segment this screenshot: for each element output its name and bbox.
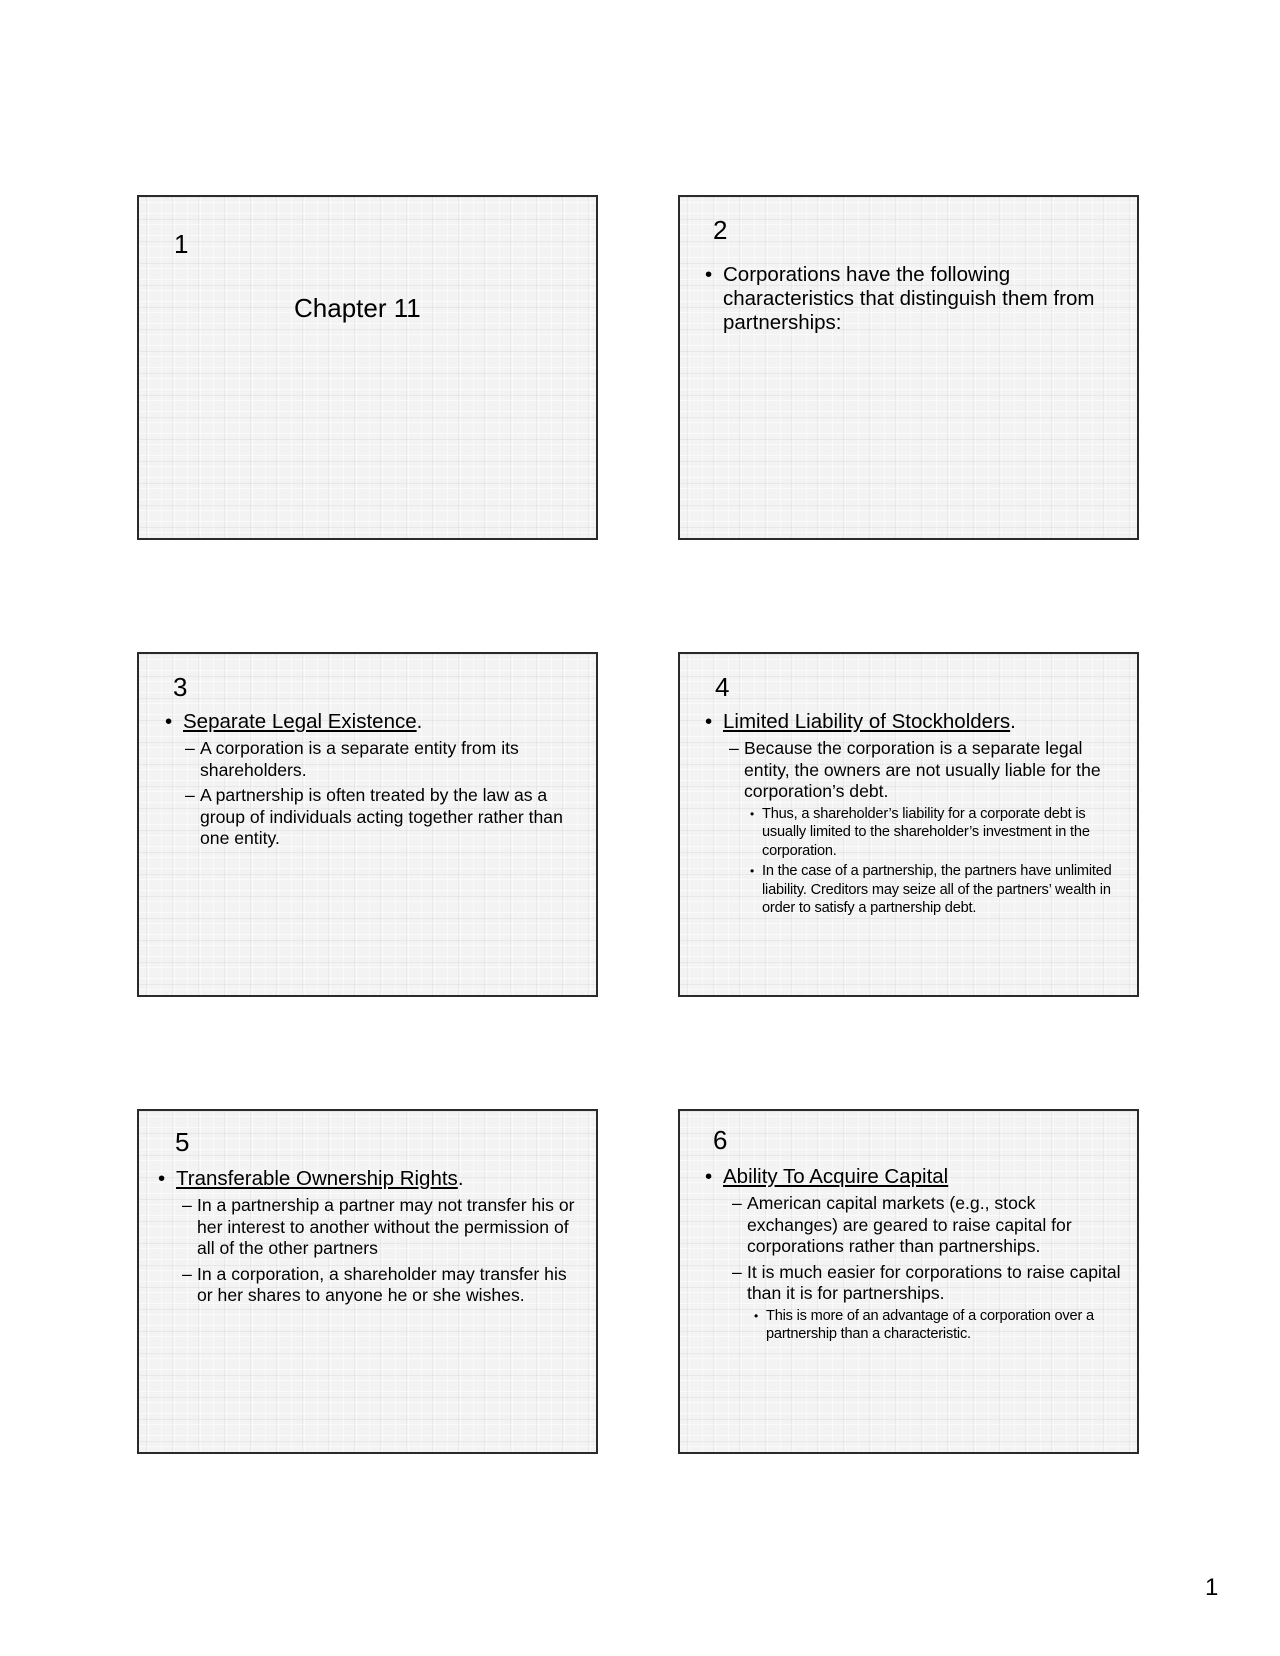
- slide-heading: [723, 1165, 1130, 1189]
- slide-heading-text: Separate Legal Existence: [183, 710, 417, 733]
- slide-point: – In a corporation, a shareholder may transfer his or her shares to anyone he or she wishes.: [182, 1264, 583, 1307]
- slide-number: 4: [715, 672, 730, 702]
- slide-number: 6: [713, 1125, 728, 1155]
- slide-point: – It is much easier for corporations to raise capital than it is for partnerships.: [732, 1262, 1130, 1305]
- slide-subpoint: • This is more of an advantage of a corporation over a partnership than a characteristic.: [754, 1307, 1130, 1344]
- slide-5: [137, 1109, 598, 1454]
- slide-heading: [183, 710, 575, 734]
- slide-6: [678, 1109, 1139, 1454]
- slide-bullet: [705, 710, 1130, 918]
- slide-bullet: [705, 1165, 1130, 1344]
- slide-number: 2: [713, 215, 728, 245]
- slide-point: – American capital markets (e.g., stock exchanges) are geared to raise capital for corporations rather than partnerships.: [732, 1193, 1130, 1258]
- slide-heading-text: Transferable Ownership Rights: [176, 1167, 458, 1190]
- slide-4: [678, 652, 1139, 997]
- slide-heading-suffix: .: [1010, 710, 1016, 733]
- slide-number: 3: [173, 672, 188, 702]
- slide-bullet: [165, 710, 575, 850]
- slide-bullet: [158, 1167, 583, 1307]
- slide-heading-suffix: .: [457, 1167, 464, 1190]
- slide-point: – Because the corporation is a separate legal entity, the owners are not usually liable for the corporation’s debt.: [729, 738, 1130, 803]
- slide-number: 5: [175, 1127, 190, 1157]
- slide-2: [678, 195, 1139, 540]
- slide-heading-suffix: .: [416, 710, 423, 733]
- slide-subpoint: • In the case of a partnership, the partners have unlimited liability. Creditors may seize all of the partners’ wealth in order to satisfy a partnership debt.: [750, 862, 1130, 918]
- slide-3: [137, 652, 598, 997]
- slide-heading-text: Ability To Acquire Capital: [723, 1165, 949, 1188]
- slide-heading: [723, 710, 1130, 734]
- page-number: 1: [1205, 1574, 1219, 1601]
- slide-point: – A corporation is a separate entity from its shareholders.: [185, 738, 575, 781]
- slide-heading: [176, 1167, 583, 1191]
- slide-heading-text: Limited Liability of Stockholders: [723, 710, 1011, 733]
- slide-subpoint: • Thus, a shareholder’s liability for a corporate debt is usually limited to the shareholder’s investment in the corporation.: [750, 805, 1130, 861]
- slide-point: – In a partnership a partner may not transfer his or her interest to another without the permission of all of the other partners: [182, 1195, 583, 1260]
- slide-bullet: • Corporations have the following characteristics that distinguish them from partnerships:: [705, 263, 1125, 335]
- chapter-title: Chapter 11: [294, 293, 421, 323]
- slide-point: – A partnership is often treated by the law as a group of individuals acting together rather than one entity.: [185, 785, 575, 850]
- slide-number: 1: [174, 229, 189, 259]
- slide-1: [137, 195, 598, 540]
